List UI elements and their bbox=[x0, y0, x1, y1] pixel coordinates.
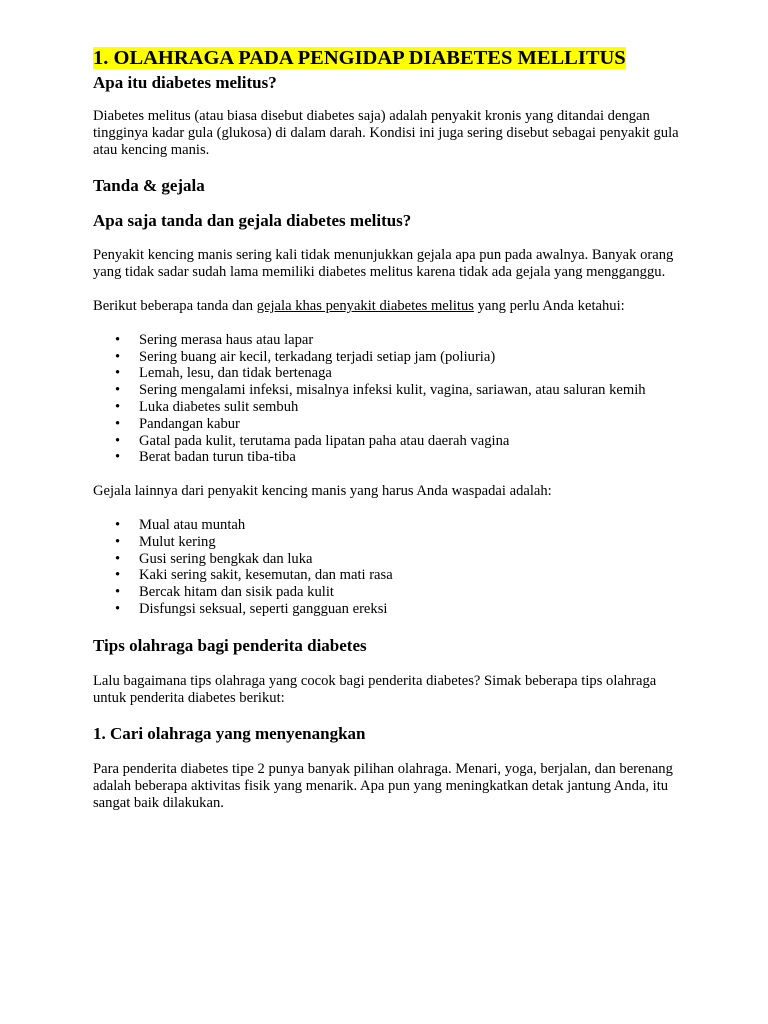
list-item: • Disfungsi seksual, seperti gangguan ereksi bbox=[93, 601, 683, 618]
list-intro-before: Berikut beberapa tanda dan bbox=[93, 297, 257, 314]
symptoms-other-list bbox=[93, 517, 683, 618]
title-highlight: 1. OLAHRAGA PADA PENGIDAP DIABETES MELLITUS bbox=[93, 47, 626, 69]
heading-tip-1: 1. Cari olahraga yang menyenangkan bbox=[93, 724, 366, 744]
list-item: • Lemah, lesu, dan tidak bertenaga bbox=[93, 365, 683, 382]
list-item: • Mual atau muntah bbox=[93, 517, 683, 534]
list-item: • Kaki sering sakit, kesemutan, dan mati rasa bbox=[93, 567, 683, 584]
symptoms-link[interactable]: gejala khas penyakit diabetes melitus bbox=[256, 297, 474, 314]
document-page bbox=[93, 44, 683, 812]
symptoms-main-list bbox=[93, 332, 683, 466]
paragraph-signs-intro: Penyakit kencing manis sering kali tidak menunjukkan gejala apa pun pada awalnya. Banyak orang yang tidak sadar sudah lama memiliki diabetes melitus karena tidak ada gejala yang mengganggu. bbox=[93, 247, 674, 281]
heading-tips: Tips olahraga bagi penderita diabetes bbox=[93, 635, 367, 655]
paragraph-tip-1: Para penderita diabetes tipe 2 punya banyak pilihan olahraga. Menari, yoga, berjalan, dan berenang adalah beberapa aktivitas fisik yang menarik. Apa pun yang meningkatkan detak jantung Anda, itu sangat baik dilakukan. bbox=[93, 761, 673, 811]
list-item: • Gusi sering bengkak dan luka bbox=[93, 551, 683, 568]
document-title bbox=[93, 44, 683, 72]
paragraph-tips-intro: Lalu bagaimana tips olahraga yang cocok bagi penderita diabetes? Simak beberapa tips olahraga untuk penderita diabetes berikut: bbox=[93, 672, 657, 706]
paragraph-list-intro bbox=[93, 298, 683, 315]
heading-what-is-diabetes: Apa itu diabetes melitus? bbox=[93, 73, 277, 92]
paragraph-definition: Diabetes melitus (atau biasa disebut diabetes saja) adalah penyakit kronis yang ditandai dengan tingginya kadar gula (glukosa) di dalam darah. Kondisi ini juga sering disebut sebagai penyakit gula atau kencing manis. bbox=[93, 108, 679, 158]
heading-signs-question: Apa saja tanda dan gejala diabetes melitus? bbox=[93, 211, 412, 231]
paragraph-other-symptoms: Gejala lainnya dari penyakit kencing manis yang harus Anda waspadai adalah: bbox=[93, 483, 552, 500]
list-item: • Luka diabetes sulit sembuh bbox=[93, 399, 683, 416]
list-item: • Pandangan kabur bbox=[93, 416, 683, 433]
list-item: • Gatal pada kulit, terutama pada lipatan paha atau daerah vagina bbox=[93, 433, 683, 450]
list-item: • Sering buang air kecil, terkadang terjadi setiap jam (poliuria) bbox=[93, 349, 683, 366]
list-item: • Mulut kering bbox=[93, 534, 683, 551]
list-item: • Sering mengalami infeksi, misalnya infeksi kulit, vagina, sariawan, atau saluran kemih bbox=[93, 382, 683, 399]
heading-signs: Tanda & gejala bbox=[93, 176, 205, 196]
list-item: • Sering merasa haus atau lapar bbox=[93, 332, 683, 349]
list-item: • Berat badan turun tiba-tiba bbox=[93, 449, 683, 466]
list-item: • Bercak hitam dan sisik pada kulit bbox=[93, 584, 683, 601]
list-intro-after: yang perlu Anda ketahui: bbox=[473, 297, 625, 314]
